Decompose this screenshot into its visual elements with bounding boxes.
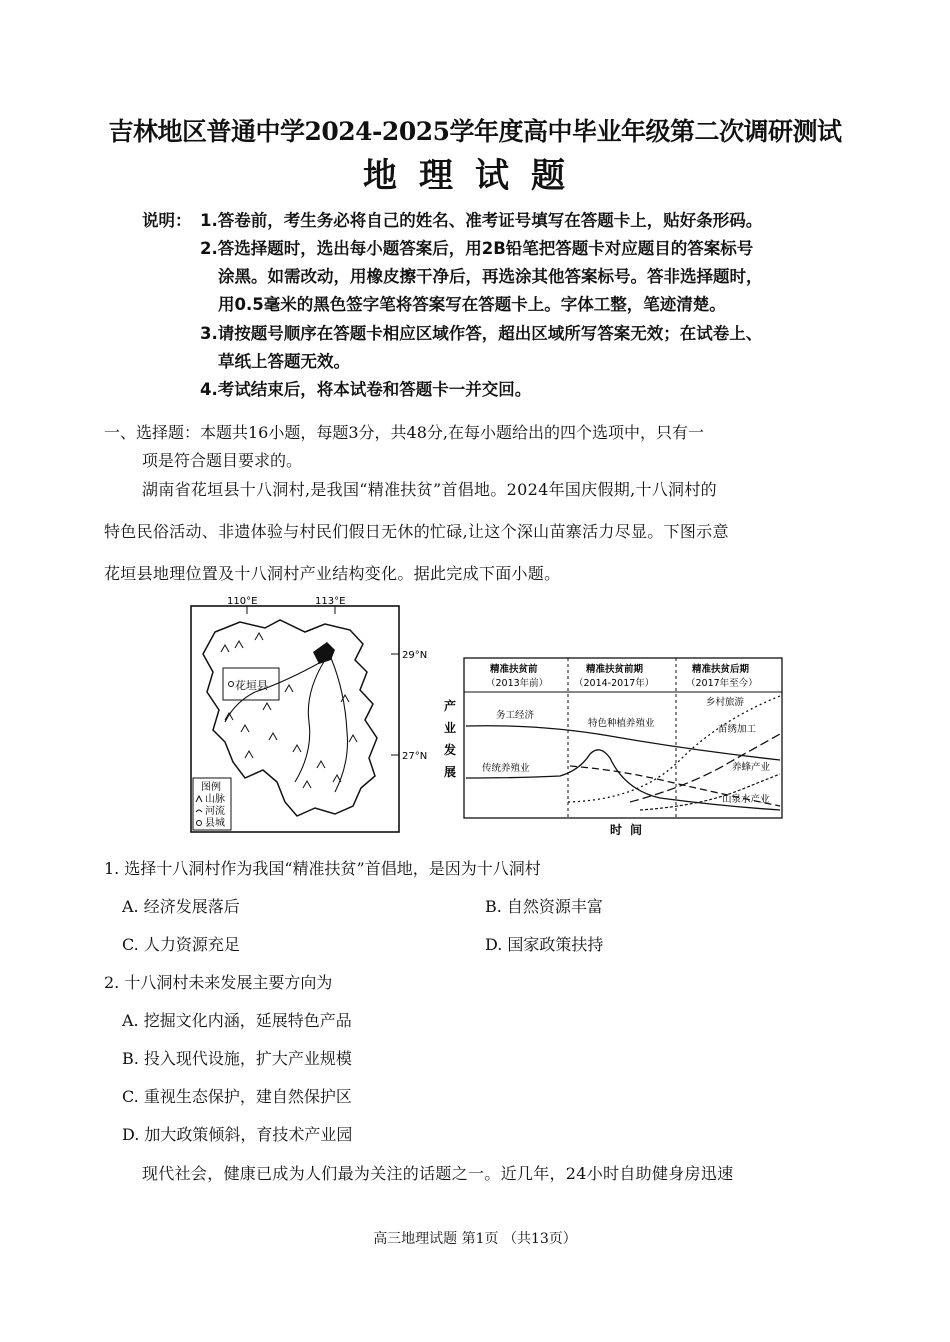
legend-item: 县城: [205, 818, 225, 829]
industry-chart: [440, 650, 790, 840]
location-map: [185, 592, 445, 837]
curve-label: 务工经济: [496, 710, 535, 721]
page-footer: 高三地理试题 第1页 （共13页）: [373, 1231, 577, 1247]
passage-line: 特色民俗活动、非遗体验与村民们假日无休的忙碌,让这个深山苗寨活力尽显。下图示意: [104, 522, 729, 541]
option-a[interactable]: A. 挖掘文化内涵，延展特色产品: [122, 1011, 352, 1030]
passage-line: 湖南省花垣县十八洞村,是我国“精准扶贫”首倡地。2024年国庆假期,十八洞村的: [142, 480, 717, 499]
passage-line: 花垣县地理位置及十八洞村产业结构变化。据此完成下面小题。: [104, 564, 561, 583]
lat-label-top: 29°N: [402, 650, 428, 661]
lat-label-bottom: 27°N: [402, 751, 428, 762]
instruction-line: 草纸上答题无效。: [218, 352, 350, 371]
question-stem: 2. 十八洞村未来发展主要方向为: [104, 973, 333, 992]
county-label: 花垣县: [235, 679, 268, 692]
option-c[interactable]: C. 重视生态保护，建自然保护区: [122, 1087, 352, 1106]
question-stem: 1. 选择十八洞村作为我国“精准扶贫”首倡地，是因为十八洞村: [104, 859, 541, 878]
instruction-line: 用0.5毫米的黑色签字笔将答案写在答题卡上。字体工整，笔迹清楚。: [218, 295, 726, 314]
instructions-label: 说明：: [142, 211, 192, 230]
instruction-line: 4.考试结束后，将本试卷和答题卡一并交回。: [200, 380, 532, 399]
subject-title: 地理试题: [363, 156, 587, 196]
lon-label-left: 110°E: [227, 596, 258, 607]
section-heading: 一、选择题：本题共16小题，每题3分，共48分,在每小题给出的四个选项中，只有一: [104, 423, 704, 442]
period-name: 精准扶贫后期: [692, 664, 750, 675]
curve-label: 特色种植养殖业: [588, 718, 655, 729]
svg-text:产业发展: 产业发展: [444, 699, 457, 779]
instruction-line: 2.答选择题时，选出每小题答案后，用2B铅笔把答题卡对应题目的答案标号: [200, 239, 754, 258]
period-years: （2017年至今）: [686, 678, 758, 689]
lon-label-right: 113°E: [315, 596, 346, 607]
curve-label: 山泉水产业: [722, 794, 770, 805]
chart-xlabel: 时间: [610, 823, 651, 837]
instruction-line: 1.答卷前，考生务必将自己的姓名、准考证号填写在答题卡上，贴好条形码。: [200, 211, 763, 230]
passage-line: 现代社会，健康已成为人们最为关注的话题之一。近几年，24小时自助健身房迅速: [142, 1164, 734, 1183]
period-years: （2013年前）: [486, 678, 549, 689]
option-b[interactable]: B. 投入现代设施，扩大产业规模: [122, 1049, 352, 1068]
option-a[interactable]: A. 经济发展落后: [122, 897, 240, 916]
curve-label: 乡村旅游: [706, 697, 745, 708]
chart-ylabel: [443, 698, 456, 779]
legend-item: 河流: [205, 806, 225, 817]
curve-label: 养蜂产业: [732, 762, 771, 773]
exam-title: 吉林地区普通中学2024-2025学年度高中毕业年级第二次调研测试: [108, 117, 842, 146]
legend-title: 图例: [201, 782, 221, 793]
option-c[interactable]: C. 人力资源充足: [122, 935, 240, 954]
section-heading-cont: 项是符合题目要求的。: [142, 451, 303, 470]
legend-item: 山脉: [205, 794, 225, 805]
curve-label: 传统养殖业: [482, 763, 530, 774]
option-d[interactable]: D. 加大政策倾斜，育技术产业园: [122, 1125, 353, 1144]
period-name: 精准扶贫前: [490, 664, 538, 675]
period-years: （2014-2017年）: [574, 678, 655, 689]
option-d[interactable]: D. 国家政策扶持: [485, 935, 604, 954]
instruction-line: 涂黑。如需改动，用橡皮擦干净后，再选涂其他答案标号。答非选择题时，: [218, 267, 763, 286]
instruction-line: 3.请按题号顺序在答题卡相应区域作答，超出区域所写答案无效；在试卷上、: [200, 324, 763, 343]
curve-label: 苗绣加工: [718, 724, 757, 735]
period-name: 精准扶贫前期: [586, 664, 644, 675]
option-b[interactable]: B. 自然资源丰富: [485, 897, 603, 916]
